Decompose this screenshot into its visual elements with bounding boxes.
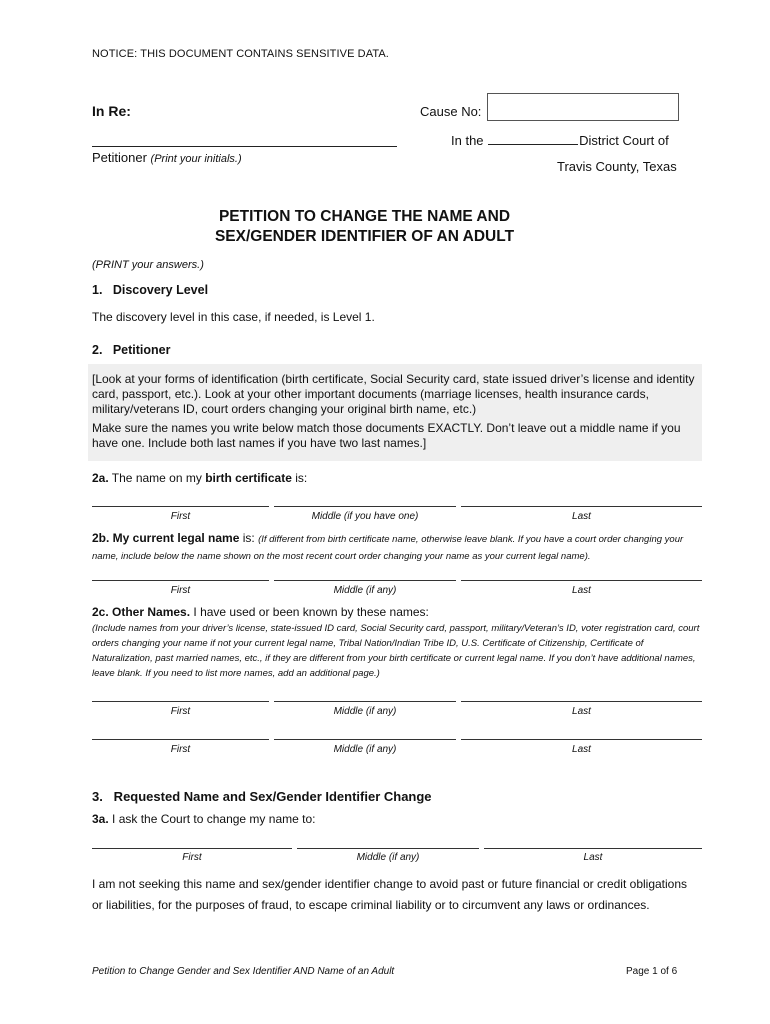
instructions-text [92, 372, 697, 451]
birth-middle-label: Middle (if you have one) [311, 511, 419, 522]
current-last-name-field[interactable] [461, 580, 702, 581]
birth-middle-name-field[interactable] [274, 506, 456, 507]
birth-first-name-field[interactable] [92, 506, 269, 507]
current-first-label: First [170, 585, 191, 596]
2a-number: 2a. [92, 471, 109, 485]
petitioner-initials-line[interactable] [92, 146, 397, 147]
3a-text: I ask the Court to change my name to: [108, 812, 316, 826]
current-last-label: Last [572, 585, 591, 596]
document-title [92, 207, 637, 247]
title-line-2: SEX/GENDER IDENTIFIER OF AN ADULT [214, 228, 515, 245]
instructions-paragraph-2: Make sure the names you write below match those documents EXACTLY. Don’t leave out a middle name if you have one. Include both last names if you have two last names.] [92, 421, 681, 450]
2a-bold: birth certificate [205, 471, 292, 485]
2c-bold: Other Names. [108, 605, 191, 619]
other-names-prompt [92, 605, 429, 619]
title-line-1: PETITION TO CHANGE THE NAME AND [218, 208, 511, 225]
section-1-heading: 1. Discovery Level [92, 283, 209, 297]
instructions-paragraph-1: [Look at your forms of identification (birth certificate, Social Security card, state issued driver’s license and identity card, passport, etc.). Look at your other important documents (marriage licenses, health insurance cards, military/veterans ID, court orders changing your original birth name, etc.) [92, 372, 695, 416]
requested-first-name-field[interactable] [92, 848, 292, 849]
other-name-1-middle-field[interactable] [274, 701, 456, 702]
other-name-2-first-label: First [170, 744, 191, 755]
print-answers-note: (PRINT your answers.) [92, 259, 204, 271]
court-line [451, 132, 669, 148]
in-re-label: In Re: [92, 103, 131, 119]
2b-text: is: [239, 531, 259, 545]
footer-document-name: Petition to Change Gender and Sex Identifier AND Name of an Adult [92, 966, 395, 977]
current-middle-name-field[interactable] [274, 580, 456, 581]
county-label: Travis County, Texas [557, 159, 677, 174]
2b-bold: My current legal name [109, 531, 240, 545]
in-the-label: In the [451, 133, 484, 148]
requested-middle-name-field[interactable] [297, 848, 479, 849]
3a-number: 3a. [92, 812, 109, 826]
other-name-1-first-label: First [170, 706, 191, 717]
discovery-level-text: The discovery level in this case, if needed, is Level 1. [92, 310, 375, 324]
2c-text: I have used or been known by these names: [190, 605, 429, 619]
requested-first-label: First [182, 852, 202, 863]
cause-number-label: Cause No: [420, 104, 482, 119]
sensitive-data-notice: NOTICE: THIS DOCUMENT CONTAINS SENSITIVE DATA. [92, 48, 389, 60]
other-name-1-middle-label: Middle (if any) [333, 706, 397, 717]
birth-last-label: Last [572, 511, 591, 522]
non-fraud-statement: I am not seeking this name and sex/gender identifier change to avoid past or future financial or credit obligations or liabilities, for the purposes of fraud, to escape criminal liability or to circumvent any laws or ordinances. [92, 877, 688, 912]
footer-page-number: Page 1 of 6 [626, 966, 678, 977]
current-first-name-field[interactable] [92, 580, 269, 581]
birth-first-label: First [170, 511, 191, 522]
requested-last-label: Last [583, 852, 603, 863]
cause-number-field[interactable] [487, 93, 679, 121]
petitioner-hint: (Print your initials.) [150, 153, 242, 165]
other-names-note: (Include names from your driver’s license, state-issued ID card, Social Security card, passport, military/Veteran’s ID, voter registration card, court orders changing your name if not your current legal name, Tribal Nation/Indian Tribe ID, U.S. Certificate of Citizenship, Certificate of Naturalization, past married names, etc., if they are different from your birth certificate or current legal name. If you don’t have additional names, leave blank. If you need to list more names, add an additional page.) [92, 623, 700, 679]
2b-number: 2b. [92, 531, 110, 545]
other-name-2-first-field[interactable] [92, 739, 269, 740]
other-name-2-middle-label: Middle (if any) [333, 744, 397, 755]
district-court-number-field[interactable] [488, 132, 578, 145]
other-name-2-last-label: Last [572, 744, 591, 755]
2c-number: 2c. [92, 605, 109, 619]
requested-name-prompt [92, 812, 315, 826]
other-name-1-last-field[interactable] [461, 701, 702, 702]
2a-text: The name on my [108, 471, 206, 485]
section-3-heading: 3. Requested Name and Sex/Gender Identifier Change [92, 789, 432, 804]
2b-note: (If different from birth certificate name, otherwise leave blank. If you have a court order changing your name, include below the name shown on the most recent court order changing your name as your current legal name). [92, 534, 684, 562]
other-name-2-last-field[interactable] [461, 739, 702, 740]
birth-certificate-prompt [92, 471, 307, 485]
current-legal-name-prompt [92, 530, 704, 564]
district-court-label: District Court of [579, 133, 669, 148]
requested-last-name-field[interactable] [484, 848, 702, 849]
other-name-1-last-label: Last [572, 706, 591, 717]
other-name-1-first-field[interactable] [92, 701, 269, 702]
2a-end: is: [291, 471, 308, 485]
other-name-2-middle-field[interactable] [274, 739, 456, 740]
petitioner-label [92, 150, 242, 165]
birth-last-name-field[interactable] [461, 506, 702, 507]
section-2-heading: 2. Petitioner [92, 343, 171, 357]
petitioner-label-text: Petitioner [92, 150, 147, 165]
current-middle-label: Middle (if any) [333, 585, 397, 596]
requested-middle-label: Middle (if any) [356, 852, 420, 863]
